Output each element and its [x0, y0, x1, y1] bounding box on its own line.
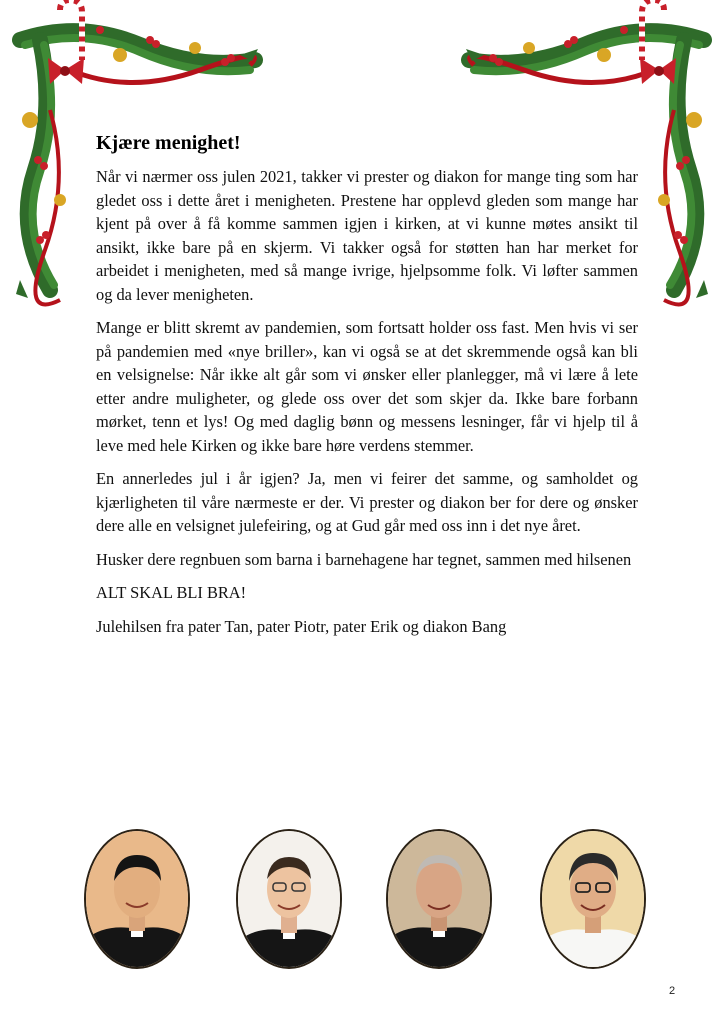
letter-body	[96, 132, 638, 648]
letter-paragraph-2: Mange er blitt skremt av pandemien, som fortsatt holder oss fast. Men hvis vi ser på pandemien med «nye briller», kan vi også se at det skremmende også kan bli en velsignelse: Når ikke alt går som vi ønsker eller planlegger, må vi lære å lete etter andre muligheter, og glede oss over det som skjer da. Ikke bare forbann mørket, tenn et lys! Og med daglig bønn og messens lesninger, får vi hjelp til å leve med hele Kirken og ikke bare høre verdens stemmer.	[96, 318, 638, 455]
letter-paragraph-3: En annerledes jul i år igjen? Ja, men vi feirer det samme, og samholdet og kjærligheten til våre nærmeste er der. Vi prester og diakon ber for dere og ønsker dere alle en velsignet julefeiring, og at Gud går med oss inn i det nye året.	[96, 469, 638, 535]
letter-greeting: Kjære menighet!	[96, 132, 241, 154]
portrait-pater-piotr	[236, 829, 342, 969]
letter-paragraph-1: Når vi nærmer oss julen 2021, takker vi prester og diakon for mange ting som har gledet oss i dette året i menigheten. Prestene har opplevd gleden som mange har kjent på over å få komme sammen igjen i kirken, at vi kunne møtes ansikt til ansikt, ikke bare på en skjerm. Vi takker også for støtten han har merket for arbeidet i menigheten, med så mange ivrige, hjelpsomme folk. Vi løfter sammen og da lever menigheten.	[96, 167, 638, 304]
portrait-pater-tan	[84, 829, 190, 969]
page-number: 2	[669, 985, 676, 997]
portrait-diakon-bang	[540, 829, 646, 969]
letter-motto: ALT SKAL BLI BRA!	[96, 583, 247, 602]
letter-paragraph-4: Husker dere regnbuen som barna i barnehagene har tegnet, sammen med hilsenen	[96, 549, 632, 569]
letter-signature: Julehilsen fra pater Tan, pater Piotr, pater Erik og diakon Bang	[96, 616, 507, 636]
portrait-pater-erik	[386, 829, 492, 969]
